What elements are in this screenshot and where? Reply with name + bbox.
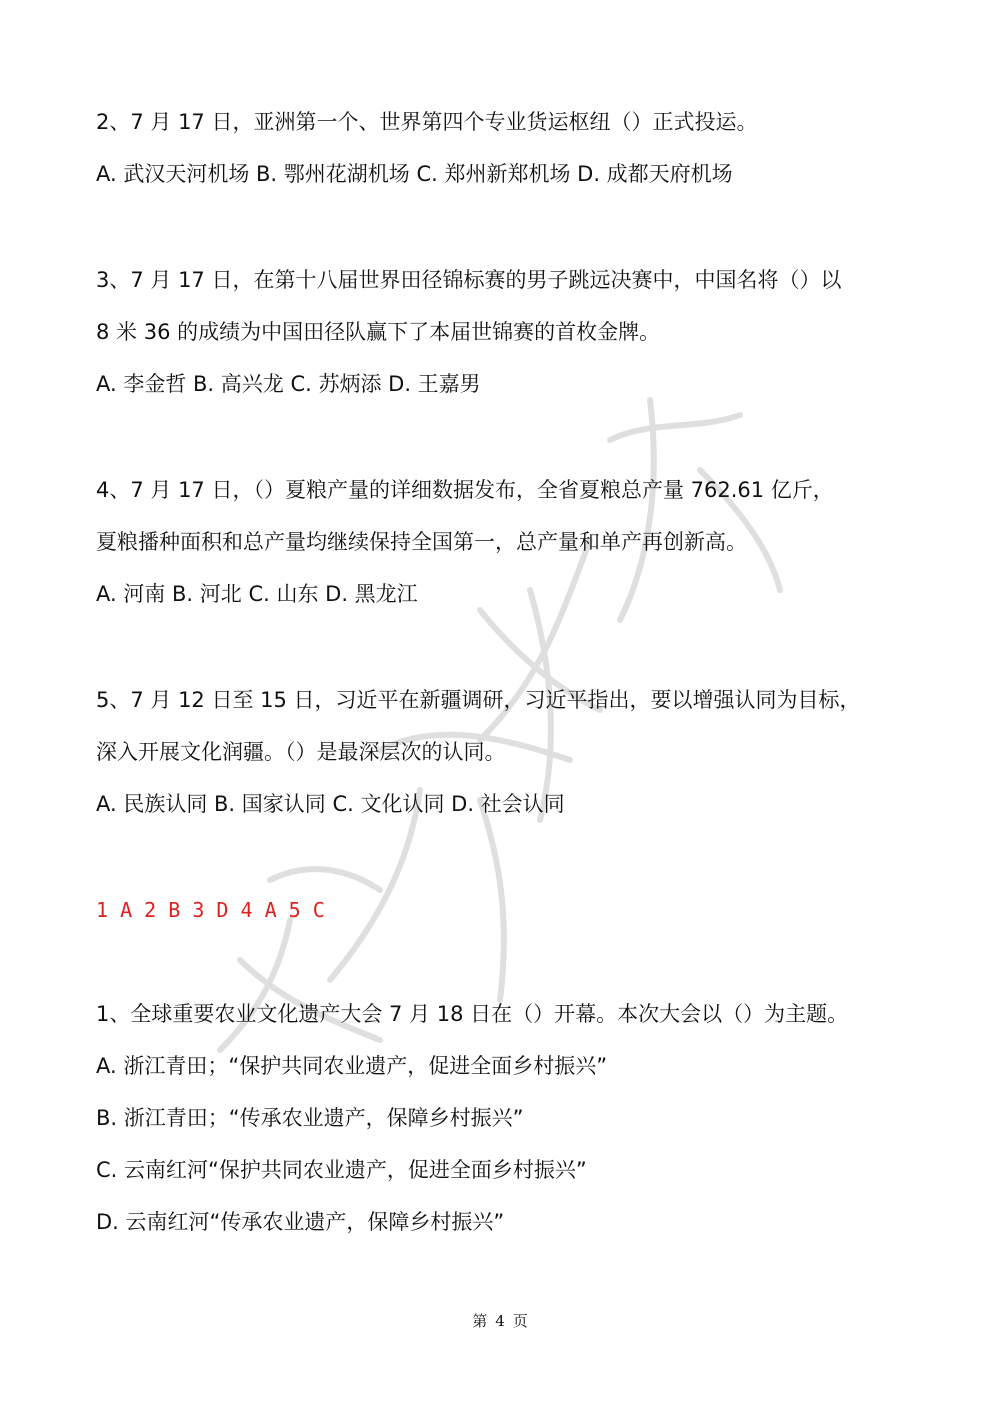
question-3-stem-line-1: 3、7 月 17 日，在第十八届世界田径锦标赛的男子跳远决赛中，中国名将（）以 — [96, 268, 842, 292]
question-1-option-b: B. 浙江青田；“传承农业遗产，保障乡村振兴” — [96, 1106, 524, 1130]
question-4-stem-line-1: 4、7 月 17 日，（）夏粮产量的详细数据发布，全省夏粮总产量 762.61 亿斤， — [96, 478, 834, 502]
question-4-options: A. 河南 B. 河北 C. 山东 D. 黑龙江 — [96, 582, 418, 606]
question-3-stem-line-2: 8 米 36 的成绩为中国田径队赢下了本届世锦赛的首枚金牌。 — [96, 320, 661, 344]
question-3-options: A. 李金哲 B. 高兴龙 C. 苏炳添 D. 王嘉男 — [96, 372, 481, 396]
question-1-option-a: A. 浙江青田；“保护共同农业遗产，促进全面乡村振兴” — [96, 1054, 608, 1078]
page-number: 4 — [495, 1312, 505, 1330]
question-1-stem: 1、全球重要农业文化遗产大会 7 月 18 日在（）开幕。本次大会以（）为主题。 — [96, 1002, 849, 1026]
question-5-stem-line-2: 深入开展文化润疆。（）是最深层次的认同。 — [96, 740, 506, 764]
question-2-options: A. 武汉天河机场 B. 鄂州花湖机场 C. 郑州新郑机场 D. 成都天府机场 — [96, 162, 733, 186]
question-2-stem: 2、7 月 17 日，亚洲第一个、世界第四个专业货运枢纽（）正式投运。 — [96, 110, 758, 134]
question-1-option-d: D. 云南红河“传承农业遗产，保障乡村振兴” — [96, 1210, 505, 1234]
question-1-option-c: C. 云南红河“保护共同农业遗产，促进全面乡村振兴” — [96, 1158, 587, 1182]
question-5-stem-line-1: 5、7 月 12 日至 15 日，习近平在新疆调研，习近平指出，要以增强认同为目标， — [96, 688, 861, 712]
answer-key: 1 A 2 B 3 D 4 A 5 C — [96, 898, 325, 922]
page-footer — [0, 1311, 1000, 1331]
question-4-stem-line-2: 夏粮播种面积和总产量均继续保持全国第一，总产量和单产再创新高。 — [96, 530, 747, 554]
page-label-prefix: 第 — [472, 1312, 488, 1330]
question-5-options: A. 民族认同 B. 国家认同 C. 文化认同 D. 社会认同 — [96, 792, 565, 816]
page-label-suffix: 页 — [512, 1312, 528, 1330]
